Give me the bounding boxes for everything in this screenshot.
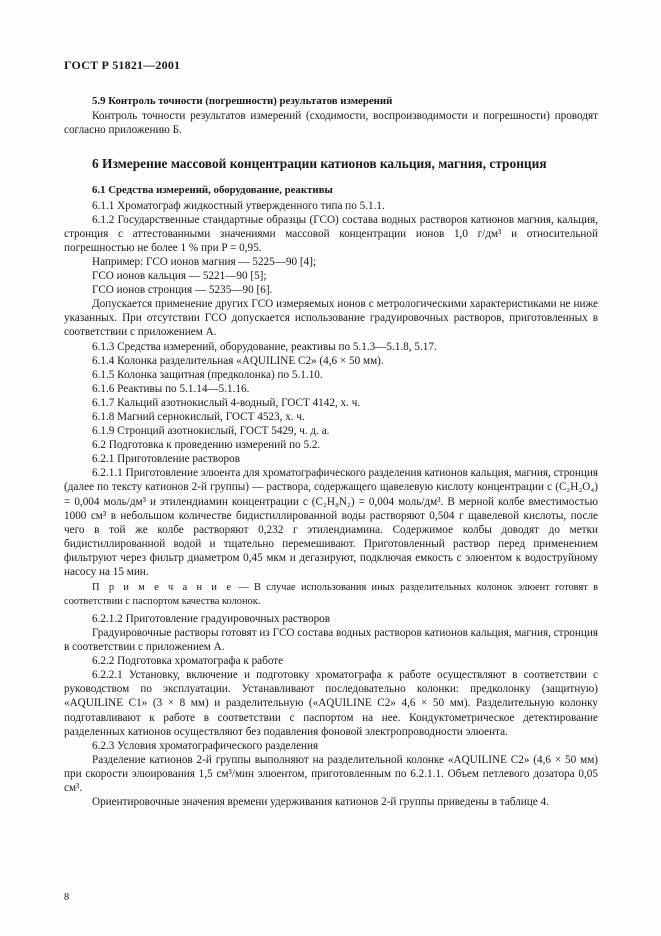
paragraph: 6.1.4 Колонка разделительная «AQUILINE C2» (4,6 × 50 мм). (92, 354, 384, 367)
paragraph: Ориентировочные значения времени удерживания катионов 2-й группы приведены в таблице 4. (92, 796, 549, 809)
paragraph: 6.1.2 Государственные стандартные образцы (ГСО) состава водных растворов катионов магния, кальция, стронция с аттестованными значениями массовой концентрации ионов 1,0 г/дм³ и относительной погрешностью не более 1 % при P = 0,95. (64, 213, 598, 254)
paragraph: 6.1.3 Средства измерений, оборудование, реактивы по 5.1.3—5.1.8, 5.17. (92, 340, 437, 353)
paragraph: ГСО ионов кальция — 5221—90 [5]; (92, 270, 267, 283)
paragraph: 6.2.1.2 Приготовление градуировочных растворов (92, 612, 331, 625)
paragraph: Разделение катионов 2-й группы выполняют на разделительной колонке «AQUILINE C2» (4,6 × 50 мм) при скорости элюирования 1,5 см³/мин элюентом, приготовленным по 6.2.1.1. Объем петлевого дозатора 0,05 см³. (64, 753, 598, 795)
paragraph: 6.1.1 Хроматограф жидкостный утвержденного типа по 5.1.1. (92, 199, 385, 212)
section-5-9-text: Контроль точности результатов измерений (сходимости, воспроизводимости и погрешности) проводят согласно приложению Б. (64, 110, 598, 137)
paragraph: Допускается применение других ГСО измеряемых ионов с метрологическими характеристиками не ниже указанных. При отсутствии ГСО допускается использование градуировочных растворов, приготовленных в соответствии с приложением А. (64, 298, 598, 339)
document-header: ГОСТ Р 51821—2001 (64, 58, 181, 72)
section-5-9-heading: 5.9 Контроль точности (погрешности) результатов измерений (92, 95, 393, 108)
section-6-body (64, 199, 598, 810)
paragraph: 6.2.1 Приготовление растворов (92, 453, 241, 466)
paragraph: Градуировочные растворы готовят из ГСО состава водных растворов катионов кальция, магния, стронция в соответствии с приложением А. (64, 627, 598, 654)
section-6-1-heading: 6.1 Средства измерений, оборудование, реактивы (92, 184, 333, 197)
paragraph: 6.2.3 Условия хроматографического разделения (92, 739, 319, 752)
paragraph: Например: ГСО ионов магния — 5225—90 [4]; (92, 255, 317, 268)
section-6-heading: 6 Измерение массовой концентрации катионов кальция, магния, стронция (92, 156, 547, 172)
note-label: П р и м е ч а н и е (92, 582, 233, 594)
paragraph: 6.2.2.1 Установку, включение и подготовку хроматографа к работе осуществляют в соответствии с руководством по эксплуатации. Устанавливают последовательно колонки: предколонку (защитную) «AQUILINE C1» (3 × 8 мм) и разделительную («AQUILINE C2» 4,6 × 50 мм). Разделительную колонку подготавливают к работе в соответствии с паспортом на нее. Кондуктометрическое детектирование разделенных катионов осуществляют без подавления фоновой электропроводности элюента. (64, 669, 598, 738)
paragraph: 6.2.1.1 Приготовление элюента для хроматографического разделения катионов кальция, магния, стронция (далее по тексту катионов 2-й группы) — раствора, содержащего щавелевую кислоту концентрации c (C₂H₂O₄) = 0,004 моль/дм³ и этилендиамин концентрации c (C₂H₈N₂) = 0,004 моль/дм³. В мерной колбе вместимостью 1000 см³ в небольшом количестве бидистиллированной воды растворяют 0,504 г щавелевой кислоты, после чего в той же колбе растворяют 0,232 г этилендиамина. Содержимое колбы доводят до метки бидистиллированной водой и тщательно перемешивают. Приготовленный раствор перед применением фильтруют через фильтр диаметром 0,45 мкм и дегазируют, подключая емкость с элюентом к водоструйному насосу на 15 мин. (64, 467, 598, 578)
paragraph: 6.1.7 Кальций азотнокислый 4-водный, ГОСТ 4142, х. ч. (92, 396, 361, 409)
paragraph: ГСО ионов стронция — 5235—90 [6]. (92, 284, 273, 297)
page-number: 8 (64, 892, 70, 903)
paragraph: 6.1.8 Магний сернокислый, ГОСТ 4523, х. ч. (92, 410, 305, 423)
paragraph: 6.1.9 Стронций азотнокислый, ГОСТ 5429, ч. д. а. (92, 425, 330, 438)
paragraph: 6.2.2 Подготовка хроматографа к работе (92, 655, 284, 668)
paragraph: 6.2 Подготовка к проведению измерений по 5.2. (92, 439, 321, 452)
paragraph: 6.1.5 Колонка защитная (предколонка) по 5.1.10. (92, 368, 323, 381)
note-text: — В случае использования иных разделительных колонок элюент готовят в соответствии с паспортом качества колонок. (64, 582, 598, 607)
paragraph: 6.1.6 Реактивы по 5.1.14—5.1.16. (92, 382, 250, 395)
note (64, 581, 598, 608)
